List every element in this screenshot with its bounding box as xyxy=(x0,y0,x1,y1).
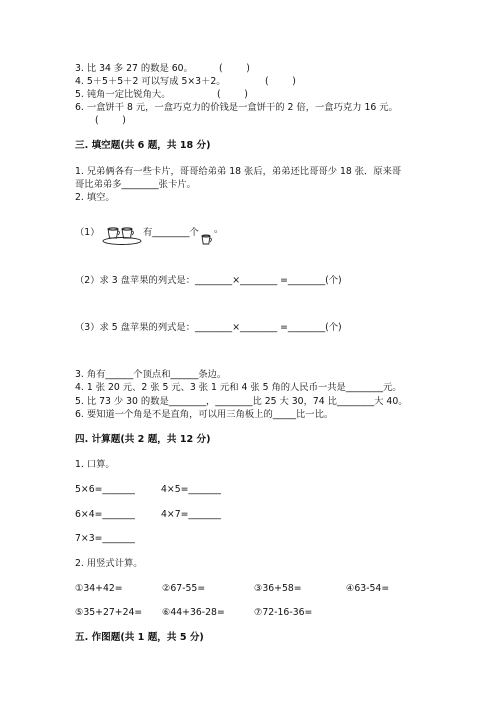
fill-question-1-line1: 1. 兄弟俩各有一些卡片，哥哥给弟弟 18 张后，弟弟还比哥哥少 18 张．原来哥 xyxy=(75,166,402,177)
fill-q2-1-dot: 。 xyxy=(214,224,224,235)
fill-question-6: 6. 要知道一个角是不是直角，可以用三角板上的_____比一比。 xyxy=(75,409,334,420)
section-heading-draw: 五. 作图题(共 1 题，共 5 分) xyxy=(75,632,204,643)
answer-paren-4[interactable]: ( ) xyxy=(265,76,296,87)
fill-q2-3: （3）求 5 盘苹果的列式是：________×________ =________(个) xyxy=(75,322,342,333)
calc-question-1: 1. 口算。 xyxy=(75,459,115,470)
section-heading-calc: 四. 计算题(共 2 题，共 12 分) xyxy=(75,434,211,445)
answer-paren-6[interactable]: ( ) xyxy=(95,115,126,126)
vertical-calc-7: ⑦72-16-36= xyxy=(254,607,313,618)
oral-calc-2b[interactable]: 4×7=_______ xyxy=(161,509,221,520)
judge-question-6: 6. 一盒饼干 8 元，一盒巧克力的价钱是一盒饼干的 2 倍，一盒巧克力 16 元。 xyxy=(75,102,398,113)
fill-q2-1-text: 有________个 xyxy=(143,227,199,238)
oral-calc-2a[interactable]: 6×4=_______ xyxy=(75,509,135,520)
fill-question-4: 4. 1 张 20 元、2 张 5 元、3 张 1 元和 4 张 5 角的人民币一共是________元。 xyxy=(75,382,402,393)
cup-icon xyxy=(200,233,214,247)
answer-paren-3[interactable]: ( ) xyxy=(219,63,250,74)
vertical-calc-5: ⑤35+27+24= xyxy=(75,607,143,618)
vertical-calc-1: ①34+42= xyxy=(75,583,123,594)
section-heading-fill: 三. 填空题(共 6 题，共 18 分) xyxy=(75,140,211,151)
plate-with-cups-icon xyxy=(101,221,149,247)
vertical-calc-3: ③36+58= xyxy=(254,583,302,594)
judge-question-4: 4. 5＋5＋5＋2 可以写成 5×3＋2。 xyxy=(75,76,226,87)
fill-q2-2: （2）求 3 盘苹果的列式是：________×________ =________(个) xyxy=(75,275,342,286)
fill-question-1-line2: 哥比弟弟多________张卡片。 xyxy=(75,179,196,190)
vertical-calc-2: ②67-55= xyxy=(162,583,206,594)
judge-question-3: 3. 比 34 多 27 的数是 60。 xyxy=(75,63,193,74)
oral-calc-1b[interactable]: 4×5=_______ xyxy=(161,484,221,495)
vertical-calc-6: ⑥44+36-28= xyxy=(162,607,225,618)
fill-q2-1-prefix: （1） xyxy=(75,227,100,238)
answer-paren-5[interactable]: ( ) xyxy=(217,89,248,100)
fill-question-2: 2. 填空。 xyxy=(75,192,115,203)
fill-question-3: 3. 角有______个顶点和______条边。 xyxy=(75,369,227,380)
fill-question-5: 5. 比 73 少 30 的数是________，________比 25 大 30，74 比________大 40。 xyxy=(75,396,408,407)
oral-calc-3a[interactable]: 7×3=_______ xyxy=(75,533,135,544)
judge-question-5: 5. 钝角一定比锐角大。 xyxy=(75,89,171,100)
oral-calc-1a[interactable]: 5×6=_______ xyxy=(75,484,135,495)
calc-question-2: 2. 用竖式计算。 xyxy=(75,558,143,569)
vertical-calc-4: ④63-54= xyxy=(346,583,390,594)
